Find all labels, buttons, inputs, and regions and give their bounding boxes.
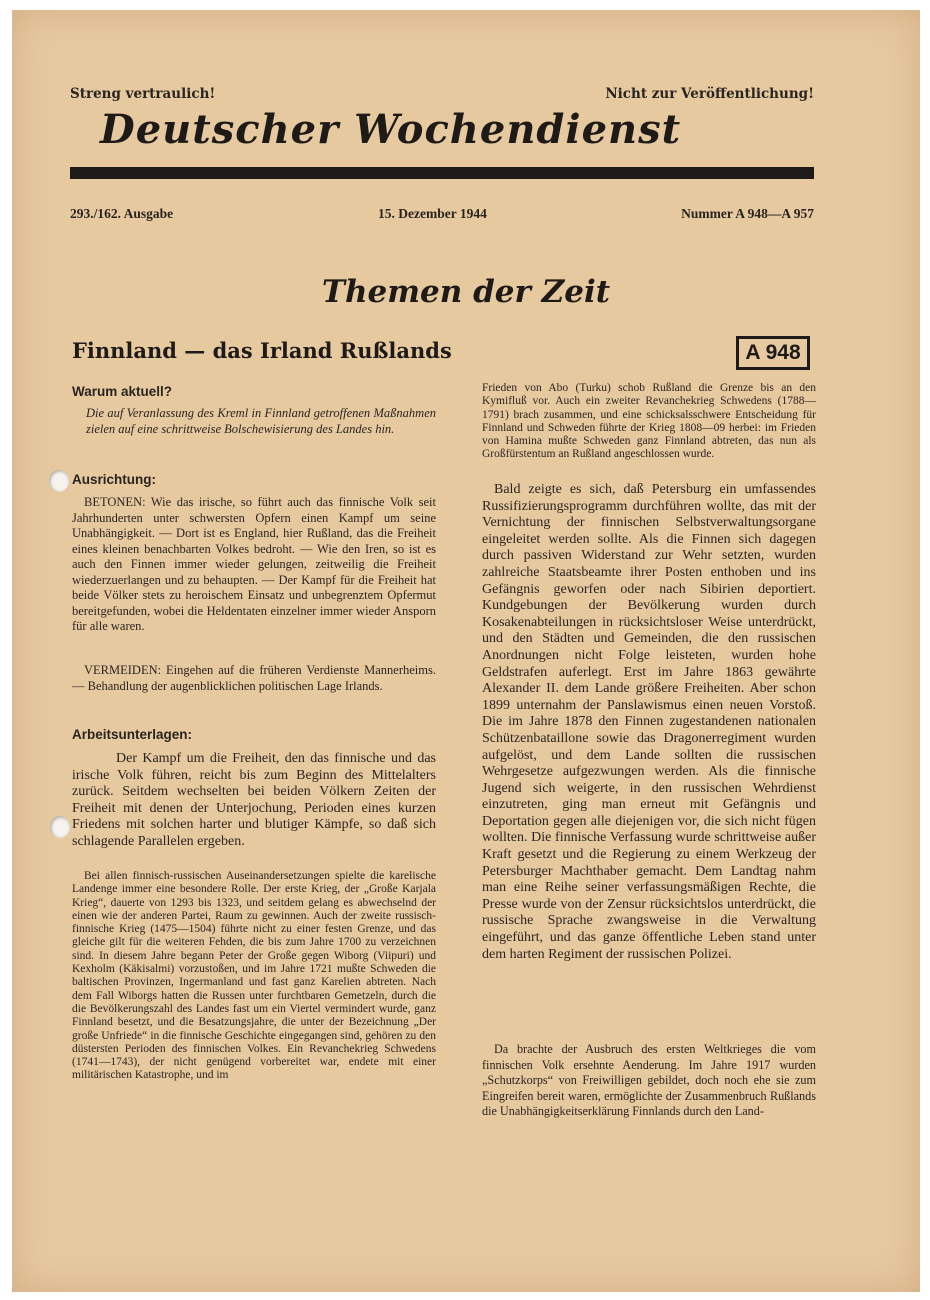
right-end-text: Da brachte der Ausbruch des ersten Weltkrieges die vom finnischen Volk ersehnte Aenderung. Im Jahre 1917 wurden „Schutzkorps“ von Freiwilligen gebildet, doch noch ehe sie zum Eingreifen bereit waren, ermöglichte der Zusammenbruch Rußlands die Unabhängigkeitserklärung Finnlands durch den Land- [482,1042,816,1119]
intro-text: Der Kampf um die Freiheit, den das finnische und das irische Volk führen, reicht bis zum Beginn des Mittelalters zurück. Seitdem wechselten bei beiden Völkern Zeiten der Freiheit mit denen der Unterjochung, Perioden eines kurzen Friedens mit solchen harter und blutiger Kämpfe, so daß sich schlagende Parallelen ergeben. [72,751,436,849]
no-publication-note: Nicht zur Veröffentlichung! [605,86,814,102]
punch-hole-top [49,470,69,492]
right-small-text: Frieden von Abo (Turku) schob Rußland die Grenze bis an den Kymifluß vor. Auch ein zweiter Revanchekrieg Schwedens (1788—1791) brach zusammen, und eine schicksalsschwere Entscheidung für Finnland und Schweden führte der Krieg 1808—09 herbei: im Frieden von Hamina mußte Schweden ganz Finnland abtreten, das nun als Großfürstentum an Rußland angeschlossen wurde. [482,382,816,461]
betonen-text: BETONEN: Wie das irische, so führt auch das finnische Volk seit Jahrhunderten unter schwersten Opfern einen Kampf um seine Unabhängigkeit. — Dort ist es England, hier Rußland, das die Freiheit eines kleinen benachbarten Volkes bedroht. — Wie den Iren, so ist es auch den Finnen immer wieder gelungen, zeitweilig die Freiheit wiederzuerlangen und zu behaupten. — Der Kampf für die Freiheit hat beide Völker stets zu heroischem Einsatz und unbegrenztem Opfermut bereitgefunden, wobei die Heldentaten einzelner immer wieder Ansporn für alle waren. [72,495,436,633]
orientation-heading: Ausrichtung: [72,472,156,487]
history-text: Bei allen finnisch-russischen Auseinandersetzungen spielte die karelische Landenge immer eine besondere Rolle. Der erste Krieg, der „Große Karjala Krieg“, dauerte von 1293 bis 1323, und seitdem gelang es abwechselnd der einen wie der anderen Partei, Raum zu gewinnen. Auch der zweite russisch-finnische Krieg (1475—1504) führte nicht zu einer festen Grenze, und das gleiche gilt für die weiteren Fehden, die bis zum Jahre 1700 zu verzeichnen sind. In diesem Jahre begann Peter der Große gegen Wiborg (Viipuri) und Kexholm (Käkisalmi) vorzustoßen, und im Jahre 1721 mußte Schweden die baltischen Provinzen, Ingermanland und fast ganz Karelien abtreten. Nach dem Fall Wiborgs hatten die Russen unter furchtbaren Gemetzeln, durch die die Bevölkerungszahl des Landes fast um ein Viertel vermindert wurde, ganz Finnland besetzt, und die Besatzungsjahre, die unter der Bezeichnung „Der große Unfriede“ in die finnische Geschichte eingegangen sind, gehören zu den düstersten Perioden des finnischen Volkes. Ein Revanchekrieg Schwedens (1741—1743), der nicht genügend vorbereitet war, endete mit einer militärischen Katastrophe, und im [72,870,436,1082]
materials-heading: Arbeitsunterlagen: [72,727,193,742]
vermeiden-text: VERMEIDEN: Eingehen auf die früheren Verdienste Mannerheims. — Behandlung der augenblicklichen politischen Lage Irlands. [72,663,436,693]
article-title: Finnland — das Irland Rußlands [72,338,452,363]
right-main-text: Bald zeigte es sich, daß Petersburg ein umfassendes Russifizierungsprogramm durchführen wollte, das mit der Vernichtung der finnischen Selbstverwaltungsorgane eingeleitet werden sollte. Als die Finnen sich dagegen durch passiven Widerstand zur Wehr setzten, wurden zahlreiche Staatsbeamte ihrer Posten enthoben und ins Gefängnis geworfen oder nach Sibirien deportiert. Kundgebungen der Bevölkerung wurden durch Kosakenabteilungen in rücksichtsloser Weise unterdrückt, und den Städten und Gemeinden, die den russischen Anordnungen nicht Folge leisteten, wurden hohe Geldstrafen auferlegt. Erst im Jahre 1863 gewährte Alexander II. dem Lande größere Freiheiten. Aber schon 1899 unternahm der Panslawismus einen neuen Vorstoß. Die im Jahre 1878 den Finnen zugestandenen nationalen Schützenbataillone sowie das Dragonerregiment wurden aufgelöst, und dem Lande sollten die russischen Wehrgesetze aufgezwungen werden. Als die finnische Jugend sich weigerte, in den russischen Wehrdienst einzutreten, ging man erneut mit Gefängnis und Deportation gegen alle diejenigen vor, die sich nicht fügen wollten. Die finnische Verfassung wurde schrittweise außer Kraft gesetzt und die Regierung zu einem Werkzeug der Petersburger Machthaber gemacht. Dem Landtag nahm man eine Reihe seiner verfassungsmäßigen Rechte, die Presse wurde von der Zensur rücksichtslos unterdrückt, die russische Sprache zwangsweise in die Verwaltung eingeführt, und das ganze öffentliche Leben stand unter dem harten Regiment der russischen Polizei. [482,482,816,962]
document-page [12,10,920,1292]
confidential-note: Streng vertraulich! [70,86,216,102]
article-code-box: A 948 [736,336,810,370]
issue-number: Nummer A 948—A 957 [681,206,814,221]
issue-date: 15. Dezember 1944 [378,206,487,221]
masthead-rule [70,167,814,179]
punch-hole-bottom [50,816,70,838]
section-title: Themen der Zeit [321,274,611,310]
issue-label: 293./162. Ausgabe [70,206,174,221]
why-heading: Warum aktuell? [72,384,173,399]
masthead-title: Deutscher Wochendienst [100,106,682,153]
why-text: Die auf Veranlassung des Kreml in Finnland getroffenen Maßnahmen zielen auf eine schrittweise Bolschewisierung des Landes hin. [86,406,436,436]
